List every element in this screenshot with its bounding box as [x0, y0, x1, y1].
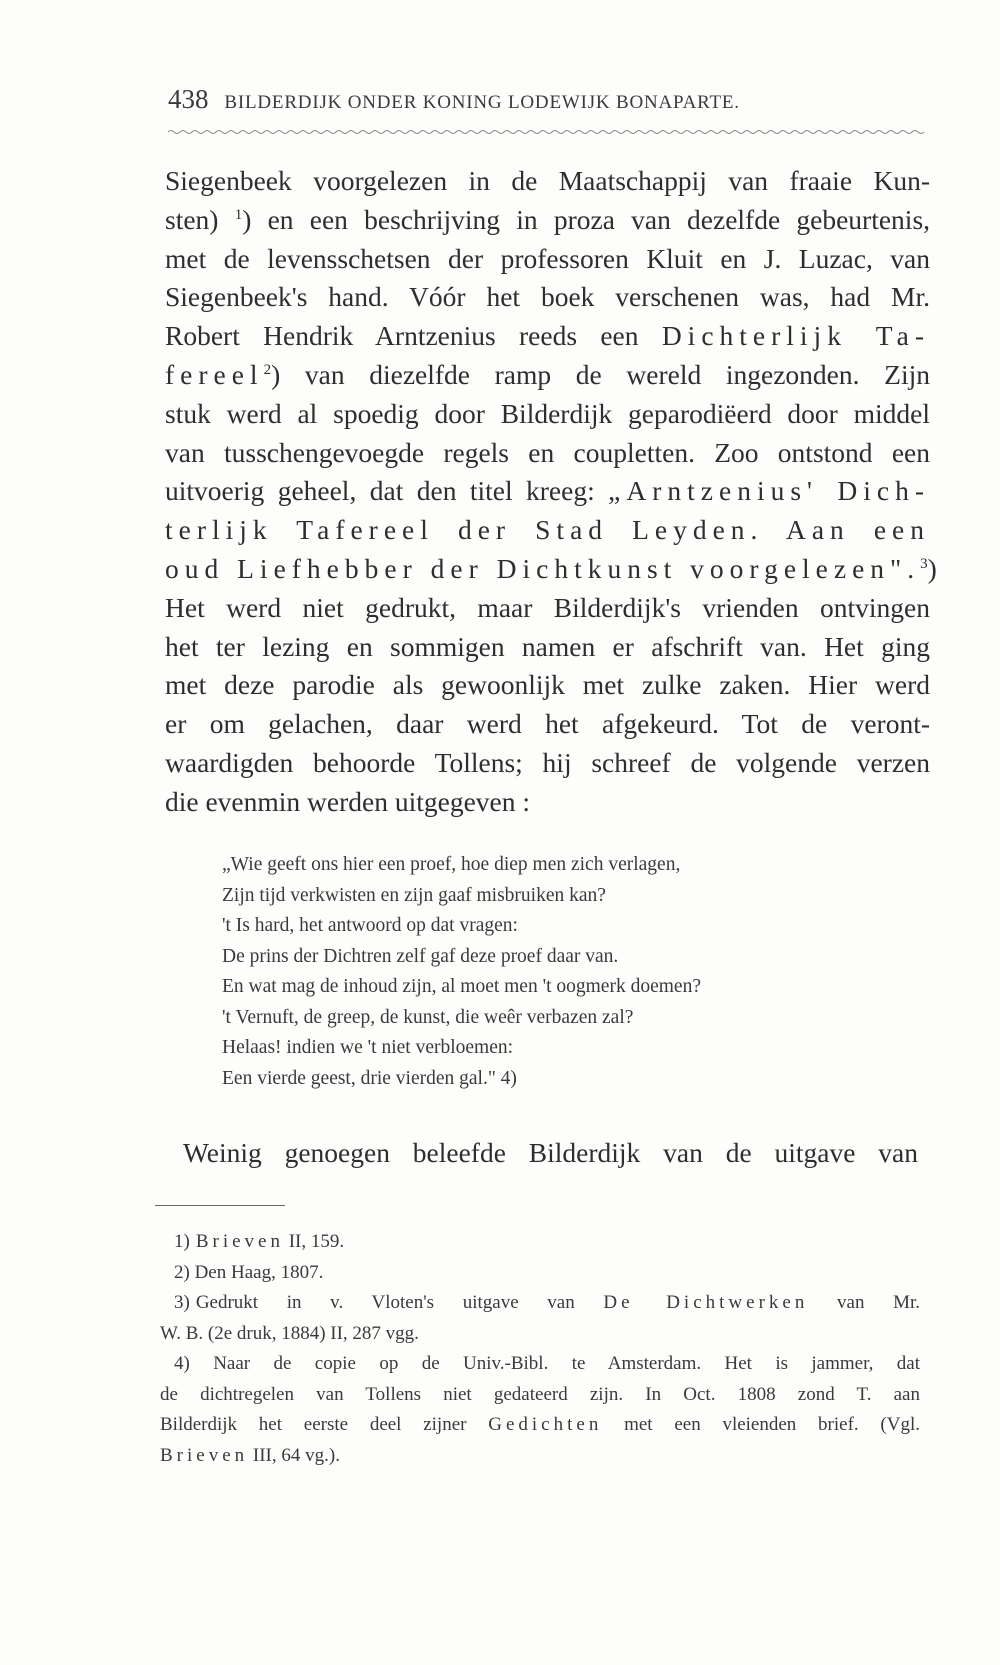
poem-line: De prins der Dichtren zelf gaf deze proef daar van.	[222, 945, 619, 967]
poem-line: Helaas! indien we 't niet verbloemen:	[222, 1037, 514, 1058]
text-line: van tusschengevoegde regels en coupletten. Zoo ontstond een	[165, 436, 930, 468]
text-line: Siegenbeek voorgelezen in de Maatschappij van fraaie Kun-	[165, 165, 930, 196]
text-line: terlijk Tafereel der Stad Leyden. Aan een	[165, 514, 930, 546]
text-line: met deze parodie als gewoonlijk met zulke zaken. Hier werd	[165, 669, 930, 701]
footnote-4-cont: Brieven III, 64 vg.).	[160, 1444, 340, 1466]
text-line: uitvoerig geheel, dat den titel kreeg: „Arntzenius' Dich-	[165, 475, 931, 507]
poem-line: 't Is hard, het antwoord op dat vragen:	[222, 915, 518, 936]
text-line: oud Liefhebber der Dichtkunst voorgelezen".$^3$)	[165, 552, 937, 584]
next-paragraph: Weinig genoegen beleefde Bilderdijk van de uitgave van	[183, 1137, 918, 1168]
running-header	[168, 84, 928, 115]
footnote-ref: 3	[920, 555, 928, 572]
text-line: fereel$^2$) van diezelfde ramp de wereld ingezonden. Zijn	[165, 358, 930, 390]
footnote-2: 2) Den Haag, 1807.	[174, 1261, 324, 1283]
poem-line: En wat mag de inhoud zijn, al moet men 't oogmerk doemen?	[222, 976, 701, 997]
spaced-title: „Arntzenius' Dich-	[608, 475, 931, 507]
footnote-divider	[155, 1205, 285, 1206]
text-line: stuk werd al spoedig door Bilderdijk geparodiëerd door middel	[165, 397, 930, 429]
poem-line: 't Vernuft, de greep, de kunst, die weêr verbazen zal?	[222, 1006, 634, 1028]
running-title: BILDERDIJK ONDER KONING LODEWIJK BONAPARTE.	[224, 92, 740, 113]
spaced-title: Dichterlijk Ta-	[661, 320, 930, 352]
footnote-4-cont: de dichtregelen van Tollens niet gedateerd zijn. In Oct. 1808 zond T. aan	[160, 1383, 920, 1405]
text-line: met de levensschetsen der professoren Kluit en J. Luzac, van	[165, 242, 930, 274]
footnotes	[160, 1227, 920, 1471]
text-line: Siegenbeek's hand. Vóór het boek verschenen was, had Mr.	[165, 281, 930, 313]
poem	[222, 850, 922, 1094]
footnote-1: 1) Brieven II, 159.	[174, 1231, 345, 1252]
text-line: Het werd niet gedrukt, maar Bilderdijk's vrienden ontvingen	[165, 591, 930, 623]
text-line: er om gelachen, daar werd het afgekeurd. Tot de veront-	[165, 708, 930, 740]
footnote-4: 4) Naar de copie op de Univ.-Bibl. te Amsterdam. Het is jammer, dat	[174, 1353, 920, 1374]
text-line: het ter lezing en sommigen namen er afschrift van. Het ging	[165, 630, 930, 662]
text-line: sten) $^1$) en een beschrijving in proza van dezelfde gebeurtenis,	[165, 203, 931, 235]
poem-line: Een vierde geest, drie vierden gal." 4)	[222, 1067, 517, 1089]
text-line: Robert Hendrik Arntzenius reeds een Dichterlijk Ta-	[165, 320, 930, 352]
poem-line: „Wie geeft ons hier een proef, hoe diep men zich verlagen,	[222, 854, 681, 875]
footnote-4-cont: Bilderdijk het eerste deel zijner Gedichten met een vleienden brief. (Vgl.	[160, 1414, 920, 1435]
poem-line: Zijn tijd verkwisten en zijn gaaf misbruiken kan?	[222, 884, 606, 906]
page-number: 438	[168, 84, 209, 114]
footnote-ref: 1	[234, 206, 243, 223]
main-paragraph	[165, 162, 937, 822]
text-line: waardigden behoorde Tollens; hij schreef de volgende verzen	[165, 746, 930, 778]
footnote-ref: 2	[263, 361, 272, 378]
header-wavy-rule	[168, 128, 928, 138]
text-line: die evenmin werden uitgegeven :	[165, 785, 531, 817]
footnote-3-cont: W. B. (2e druk, 1884) II, 287 vgg.	[160, 1322, 419, 1344]
footnote-3: 3) Gedrukt in v. Vloten's uitgave van De Dichtwerken van Mr.	[174, 1292, 921, 1313]
